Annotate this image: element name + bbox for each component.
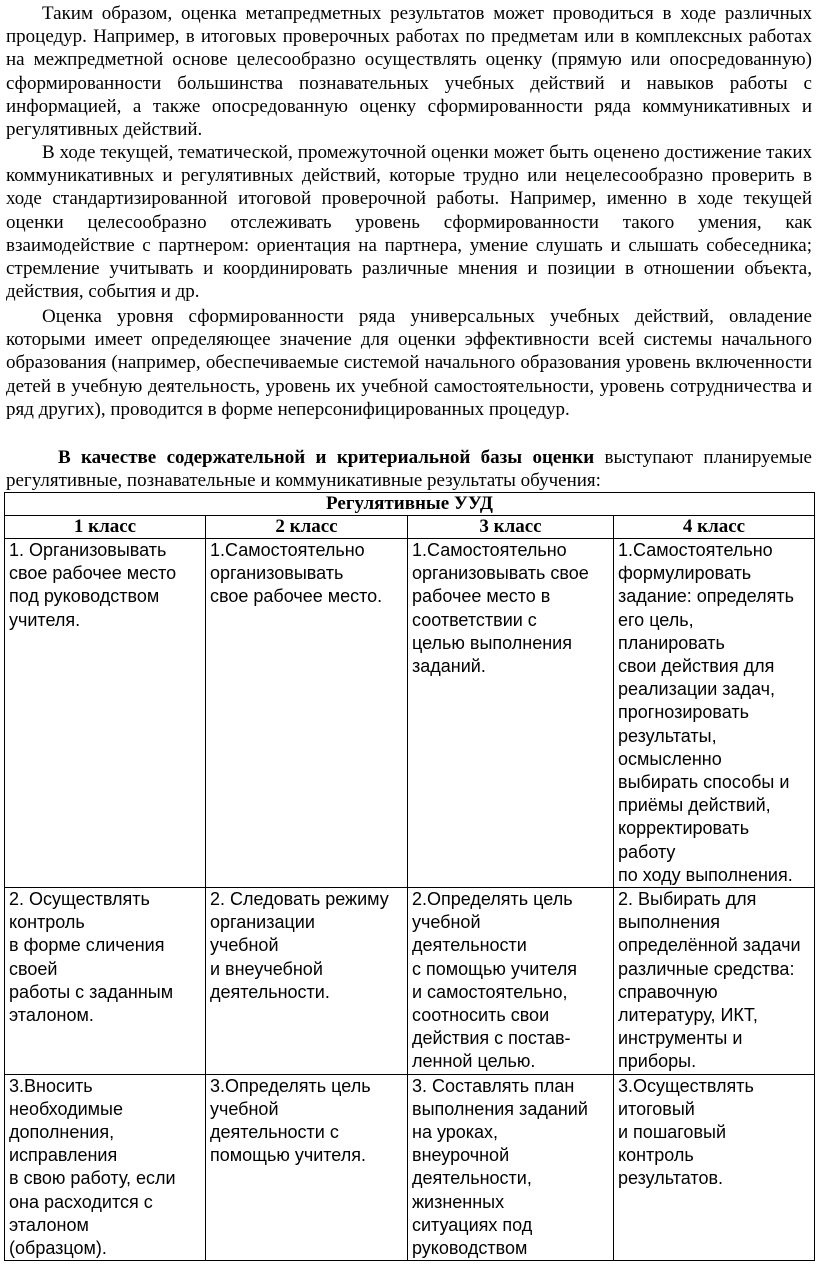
cell-text: 3.Осуществлять итоговый и пошаговый контроль результатов. (618, 1075, 754, 1189)
table-cell (614, 539, 815, 888)
table-header-row (5, 516, 815, 539)
table-row (5, 539, 815, 888)
table-cell (408, 1074, 614, 1261)
paragraph-1 (6, 2, 812, 141)
table-cell (614, 1074, 815, 1261)
cell-text: 3. Составлять план выполнения заданий на уроках, внеурочной деятельности, жизненных ситуациях под руководством (412, 1075, 588, 1259)
paragraph-1-text: Таким образом, оценка метапредметных результатов может проводиться в ходе различных процедур. Например, в итоговых проверочных работах по предметам или в комплексных работах на межпредметной основе целесообразно осуществлять оценку (прямую или опосредованную) сформированности большинства познавательных учебных действий и навыков работы с информацией, а также опосредованную оценку сформированности ряда коммуникативных и регулятивных действий. (6, 3, 812, 141)
cell-text: 3.Определять цель учебной деятельности с помощью учителя. (210, 1075, 371, 1166)
cell-text: 2. Следовать режиму организации учебной и внеучебной деятельности. (210, 889, 389, 1002)
header-grade-2: 2 класс (206, 516, 408, 539)
regulatory-uud-table (4, 492, 815, 1261)
cell-text: 3.Вносить необходимые дополнения, исправления в свою работу, если она расходится с эталоном (образцом). (9, 1075, 176, 1259)
paragraph-2-text: В ходе текущей, тематической, промежуточной оценки может быть оценено достижение таких коммуникативных и регулятивных действий, которые трудно или нецелесообразно проверить в ходе стандартизированной итоговой проверочной работы. Например, именно в ходе текущей оценки целесообразно отслеживать уровень сформированности такого умения, как взаимодействие с партнером: ориентация на партнера, умение слушать и слышать собеседника; стремление учитывать и координировать различные мнения и позиции в отношении объекта, действия, события и др. (6, 142, 812, 303)
cell-text: 2. Осуществлять контроль в форме сличения своей работы с заданным эталоном. (9, 889, 174, 1026)
intro-rest: выступают планируемые регулятивные, познавательные и коммуникативные результаты обучения: (6, 447, 812, 492)
table-cell (5, 539, 206, 888)
cell-text: 1.Самостоятельно организовывать свое рабочее место. (210, 540, 383, 607)
table-cell (614, 888, 815, 1075)
table-cell (408, 539, 614, 888)
paragraph-3 (6, 305, 812, 421)
table-row (5, 888, 815, 1075)
table-cell (5, 888, 206, 1075)
table-cell (206, 888, 408, 1075)
table-cell (5, 1074, 206, 1261)
cell-text: 1.Самостоятельно организовывать свое рабочее место в соответствии с целью выполнения заданий. (412, 540, 589, 677)
paragraph-2 (6, 141, 812, 303)
table-row (5, 1074, 815, 1261)
table-cell (408, 888, 614, 1075)
table-title-row (5, 493, 815, 516)
table-cell (206, 539, 408, 888)
header-grade-1: 1 класс (5, 516, 206, 539)
header-grade-3: 3 класс (408, 516, 614, 539)
table-cell (206, 1074, 408, 1261)
cell-text: 1. Организовывать свое рабочее место под руководством учителя. (9, 540, 177, 630)
intro-paragraph (6, 446, 812, 492)
cell-text: 2. Выбирать для выполнения определённой задачи различные средства: справочную литературу, ИКТ, инструменты и приборы. (618, 889, 801, 1072)
intro-bold: В качестве содержательной и критериальной базы оценки (58, 447, 595, 468)
cell-text: 2.Определять цель учебной деятельности с помощью учителя и самостоятельно, соотносить свои действия с постав- ленной целью. (412, 889, 577, 1072)
table-title: Регулятивные УУД (5, 493, 815, 516)
paragraph-3-text: Оценка уровня сформированности ряда универсальных учебных действий, овладение которыми имеет определяющее значение для оценки эффективности всей системы начального образования (например, обеспечиваемые системой начального образования уровень включенности детей в учебную деятельность, уровень их учебной самостоятельности, уровень сотрудничества и ряд других), проводится в форме неперсонифицированных процедур. (6, 306, 812, 420)
cell-text: 1.Самостоятельно формулировать задание: определять его цель, планировать свои действия для реализации задач, прогнозировать результаты, осмысленно выбирать способы и приёмы действий, корректировать работу по ходу выполнения. (618, 540, 794, 885)
header-grade-4: 4 класс (614, 516, 815, 539)
